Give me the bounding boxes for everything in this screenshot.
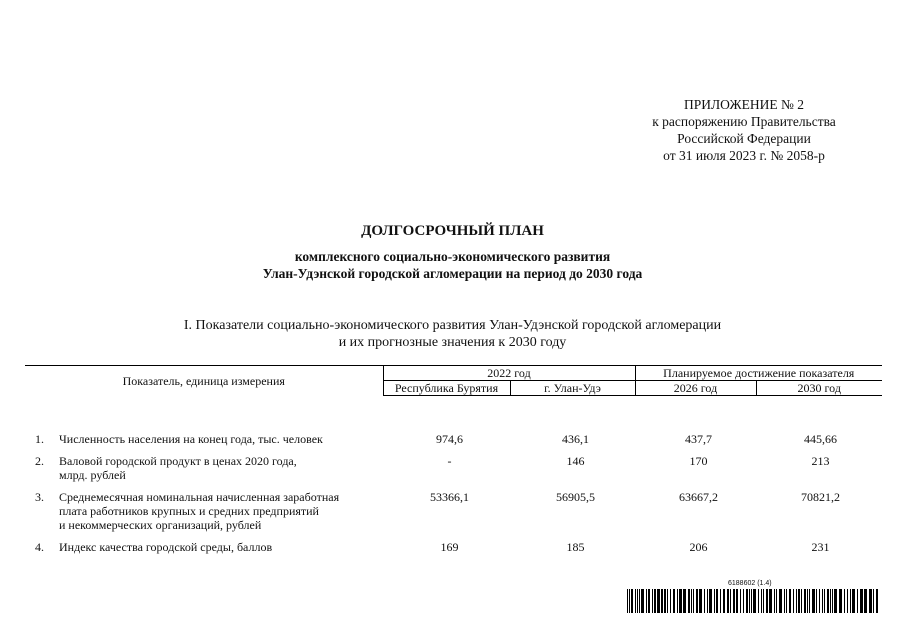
barcode-bar bbox=[774, 589, 775, 613]
barcode-bar bbox=[723, 589, 725, 613]
cell-2026: 206 bbox=[689, 540, 708, 554]
barcode-bar bbox=[693, 589, 694, 613]
cell-ulanude: 185 bbox=[566, 540, 585, 554]
cell-2026: 170 bbox=[689, 454, 708, 468]
barcode-bar bbox=[860, 589, 863, 613]
barcode-bar bbox=[798, 589, 800, 613]
cell-ulanude: 56905,5 bbox=[556, 490, 595, 504]
barcode-bar bbox=[716, 589, 718, 613]
barcode-bar bbox=[641, 589, 644, 613]
appendix-header bbox=[614, 96, 874, 164]
barcode-bar bbox=[635, 589, 636, 613]
row-number: 2. bbox=[35, 454, 44, 468]
barcode-bar bbox=[709, 589, 712, 613]
document-subtitle bbox=[0, 248, 905, 282]
barcode-bar bbox=[679, 589, 682, 613]
barcode-bar bbox=[844, 589, 845, 613]
cell-buryatia: 53366,1 bbox=[430, 490, 469, 504]
cell-ulanude: 436,1 bbox=[562, 432, 589, 446]
barcode-bar bbox=[751, 589, 752, 613]
appendix-number: ПРИЛОЖЕНИЕ № 2 bbox=[683, 97, 805, 112]
barcode-bar bbox=[707, 589, 708, 613]
barcode-bar bbox=[646, 589, 647, 613]
cell-2030: 70821,2 bbox=[801, 490, 840, 504]
indicators-table-header bbox=[25, 365, 882, 396]
barcode-bar bbox=[652, 589, 653, 613]
row-number: 1. bbox=[35, 432, 44, 446]
barcode-bar bbox=[876, 589, 878, 613]
barcode-bar bbox=[779, 589, 782, 613]
table-row bbox=[25, 540, 882, 554]
header-buryatia: Республика Бурятия bbox=[383, 381, 510, 396]
indicators-table-body bbox=[25, 432, 882, 562]
barcode-bar bbox=[873, 589, 874, 613]
barcode-bar bbox=[654, 589, 656, 613]
barcode-bar bbox=[639, 589, 640, 613]
barcode-bar bbox=[793, 589, 794, 613]
barcode-bar bbox=[812, 589, 815, 613]
barcode-bar bbox=[809, 589, 810, 613]
cell-2030: 231 bbox=[811, 540, 830, 554]
barcode-bar bbox=[776, 589, 777, 613]
barcode-bar bbox=[761, 589, 762, 613]
row-number: 3. bbox=[35, 490, 44, 504]
barcode-bar bbox=[827, 589, 829, 613]
barcode-bar bbox=[784, 589, 785, 613]
barcode-bar bbox=[763, 589, 764, 613]
cell-2030: 445,66 bbox=[804, 432, 837, 446]
header-group-2022: 2022 год bbox=[383, 366, 635, 381]
barcode-bar bbox=[629, 589, 630, 613]
barcode-bar bbox=[736, 589, 738, 613]
barcode-bar bbox=[834, 589, 837, 613]
barcode-bar bbox=[727, 589, 729, 613]
barcode-bar bbox=[824, 589, 825, 613]
row-indicator: Валовой городской продукт в ценах 2020 года, млрд. рублей bbox=[59, 454, 297, 482]
barcode-bar bbox=[796, 589, 797, 613]
barcode-bar bbox=[804, 589, 806, 613]
barcode-bar bbox=[769, 589, 772, 613]
cell-buryatia: 169 bbox=[440, 540, 459, 554]
barcode-bar bbox=[746, 589, 748, 613]
barcode-bar bbox=[733, 589, 735, 613]
barcode-bar bbox=[673, 589, 675, 613]
table-row bbox=[25, 490, 882, 532]
barcode-bar bbox=[683, 589, 686, 613]
section-line-1: I. Показатели социально-экономического развития Улан-Удэнской городской агломерации bbox=[183, 318, 722, 333]
barcode-bar bbox=[766, 589, 768, 613]
barcode-bar bbox=[743, 589, 744, 613]
header-group-plan: Планируемое достижение показателя bbox=[635, 366, 882, 381]
cell-2030: 213 bbox=[811, 454, 830, 468]
barcode-bar bbox=[688, 589, 690, 613]
subtitle-line-1: комплексного социально-экономического развития bbox=[294, 249, 611, 264]
cell-buryatia: - bbox=[447, 454, 452, 468]
header-indicator: Показатель, единица измерения bbox=[25, 366, 383, 396]
cell-2026: 63667,2 bbox=[679, 490, 718, 504]
barcode-bar bbox=[627, 589, 628, 613]
barcode-image bbox=[627, 589, 879, 613]
barcode-bar bbox=[789, 589, 791, 613]
barcode-bar bbox=[819, 589, 820, 613]
row-number: 4. bbox=[35, 540, 44, 554]
barcode-bar bbox=[720, 589, 721, 613]
barcode-bar bbox=[704, 589, 705, 613]
table-row bbox=[25, 454, 882, 482]
row-indicator: Индекс качества городской среды, баллов bbox=[59, 540, 273, 554]
barcode-bar bbox=[850, 589, 851, 613]
header-ulanude: г. Улан-Удэ bbox=[510, 381, 635, 396]
barcode-bar bbox=[664, 589, 666, 613]
barcode-bar bbox=[661, 589, 663, 613]
barcode-bar bbox=[847, 589, 848, 613]
barcode-bar bbox=[749, 589, 750, 613]
barcode-bar bbox=[677, 589, 678, 613]
barcode-bar bbox=[869, 589, 872, 613]
cell-2026: 437,7 bbox=[685, 432, 712, 446]
barcode-bar bbox=[801, 589, 802, 613]
section-heading bbox=[0, 317, 905, 351]
barcode-bar bbox=[696, 589, 698, 613]
barcode-bar bbox=[667, 589, 668, 613]
row-indicator: Среднемесячная номинальная начисленная заработная плата работников крупных и средних предприятий и некоммерческих организаций, рублей bbox=[59, 490, 340, 532]
barcode-bar bbox=[657, 589, 660, 613]
appendix-date-line: от 31 июля 2023 г. № 2058-р bbox=[663, 148, 825, 163]
barcode-bar bbox=[864, 589, 867, 613]
appendix-ref-line: к распоряжению Правительства bbox=[652, 114, 836, 129]
row-indicator: Численность населения на конец года, тыс. человек bbox=[59, 432, 323, 446]
barcode-bar bbox=[714, 589, 715, 613]
barcode-bar bbox=[670, 589, 671, 613]
section-line-2: и их прогнозные значения к 2030 году bbox=[338, 335, 567, 350]
barcode-bar bbox=[839, 589, 842, 613]
barcode-bar bbox=[648, 589, 650, 613]
barcode-bar bbox=[816, 589, 817, 613]
barcode-bar bbox=[822, 589, 823, 613]
barcode-bar bbox=[631, 589, 633, 613]
barcode-bar bbox=[786, 589, 787, 613]
header-2030: 2030 год bbox=[756, 381, 882, 396]
cell-buryatia: 974,6 bbox=[436, 432, 463, 446]
appendix-gov-line: Российской Федерации bbox=[677, 131, 811, 146]
table-row bbox=[25, 432, 882, 446]
barcode-bar bbox=[852, 589, 855, 613]
barcode-bar bbox=[730, 589, 731, 613]
barcode-bar bbox=[753, 589, 756, 613]
barcode-label: 6188602 (1.4) bbox=[728, 580, 772, 587]
barcode-bar bbox=[691, 589, 692, 613]
barcode-bar bbox=[699, 589, 702, 613]
barcode-bar bbox=[807, 589, 808, 613]
barcode-bar bbox=[857, 589, 858, 613]
barcode-bar bbox=[832, 589, 833, 613]
barcode-bar bbox=[758, 589, 759, 613]
subtitle-line-2: Улан-Удэнской городской агломерации на период до 2030 года bbox=[262, 266, 643, 281]
barcode-bar bbox=[830, 589, 831, 613]
cell-ulanude: 146 bbox=[566, 454, 585, 468]
barcode-bar bbox=[740, 589, 741, 613]
header-2026: 2026 год bbox=[635, 381, 756, 396]
document-title: ДОЛГОСРОЧНЫЙ ПЛАН bbox=[361, 223, 544, 239]
barcode-bar bbox=[637, 589, 638, 613]
